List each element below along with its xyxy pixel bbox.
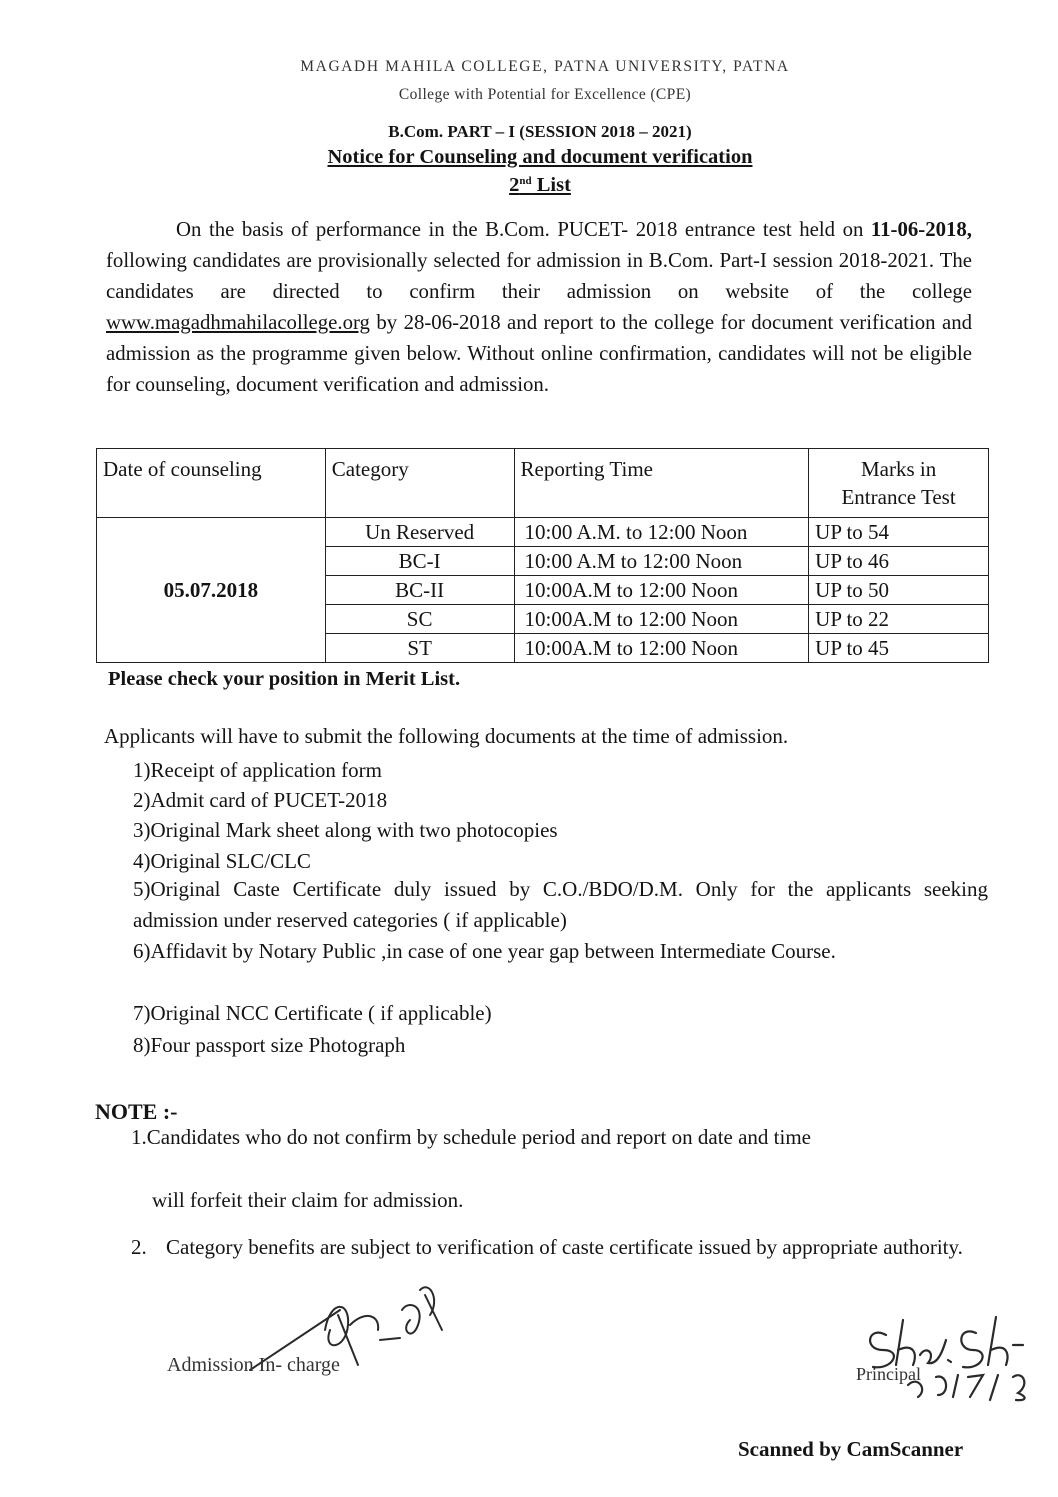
notice-title: Notice for Counseling and document verification [327,146,753,168]
header-marks-line2: Entrance Test [841,485,956,509]
category-cell: ST [325,634,514,663]
counseling-date: 05.07.2018 [97,518,326,663]
marks-cell: UP to 45 [809,634,989,663]
document-item: 7)Original NCC Certificate ( if applicable) [133,1001,492,1025]
category-cell: BC-II [325,576,514,605]
marks-cell: UP to 46 [809,547,989,576]
documents-intro: Applicants will have to submit the following documents at the time of admission. [104,724,789,748]
list-number-value: 2 [509,174,520,196]
list-number-suffix: nd [519,175,532,187]
marks-cell: UP to 22 [809,605,989,634]
document-item: 6)Affidavit by Notary Public ,in case of one year gap between Intermediate Course. [133,939,836,963]
reporting-time-cell: 10:00A.M to 12:00 Noon [514,634,809,663]
table-row [97,518,989,547]
scanner-watermark: Scanned by CamScanner [738,1437,964,1461]
document-item: 1)Receipt of application form [133,758,382,782]
intro-text-2: following candidates are provisionally selected for admission in B.Com. Part-I session 2018-2021. The candidates are directed to confirm their admission on website of the college [106,249,972,303]
note-item-2-number: 2. [131,1235,147,1259]
document-item: 3)Original Mark sheet along with two photocopies [133,818,558,842]
category-cell: BC-I [325,547,514,576]
header-date: Date of counseling [97,449,326,518]
intro-paragraph [106,214,972,400]
reporting-time-cell: 10:00 A.M to 12:00 Noon [514,547,809,576]
list-number [0,174,1058,197]
table-header-row [97,449,989,518]
note-item-2 [131,1232,988,1263]
principal-label: Principal [856,1364,921,1384]
note-item-2-text: Category benefits are subject to verification of caste certificate issued by appropriate authority. [166,1235,963,1259]
list-word: List [531,174,571,196]
note-item-1-continued: will forfeit their claim for admission. [152,1188,464,1212]
intro-text-3: by 28-06-2018 and report to the college for document verification and admission as the programme given below. Without online confirmation, candidates will not be eligible for counseling, document verification and admission. [106,311,972,396]
header-reporting-time: Reporting Time [514,449,809,518]
note-heading: NOTE :- [95,1099,178,1124]
document-item: 5)Original Caste Certificate duly issued by C.O./BDO/D.M. Only for the applicants seeking admission under reserved categories ( if applicable) [133,877,988,932]
document-item: 4)Original SLC/CLC [133,849,311,873]
counseling-schedule-table [96,448,989,663]
course-session: B.Com. PART – I (SESSION 2018 – 2021) [388,122,692,141]
marks-cell: UP to 50 [809,576,989,605]
merit-list-note: Please check your position in Merit List. [108,668,461,690]
reporting-time-cell: 10:00A.M to 12:00 Noon [514,576,809,605]
header-marks-line1: Marks in [860,457,937,481]
header-marks [809,449,989,518]
admission-incharge-label: Admission In- charge [167,1354,340,1376]
reporting-time-cell: 10:00A.M to 12:00 Noon [514,605,809,634]
intro-text-1: On the basis of performance in the B.Com. PUCET- 2018 entrance test held on [176,218,871,241]
website-link[interactable]: www.magadhmahilacollege.org [106,311,370,334]
category-cell: Un Reserved [325,518,514,547]
reporting-time-cell: 10:00 A.M. to 12:00 Noon [514,518,809,547]
test-date: 11-06-2018, [870,218,972,241]
marks-cell: UP to 54 [809,518,989,547]
note-item-1: 1.Candidates who do not confirm by schedule period and report on date and time [131,1125,811,1149]
category-cell: SC [325,605,514,634]
college-name: MAGADH MAHILA COLLEGE, PATNA UNIVERSITY, PATNA [300,58,790,75]
principal-signature [858,1305,1058,1405]
header-category: Category [325,449,514,518]
college-tagline: College with Potential for Excellence (CPE) [398,86,692,103]
document-item: 8)Four passport size Photograph [133,1033,406,1057]
document-item: 2)Admit card of PUCET-2018 [133,788,388,812]
